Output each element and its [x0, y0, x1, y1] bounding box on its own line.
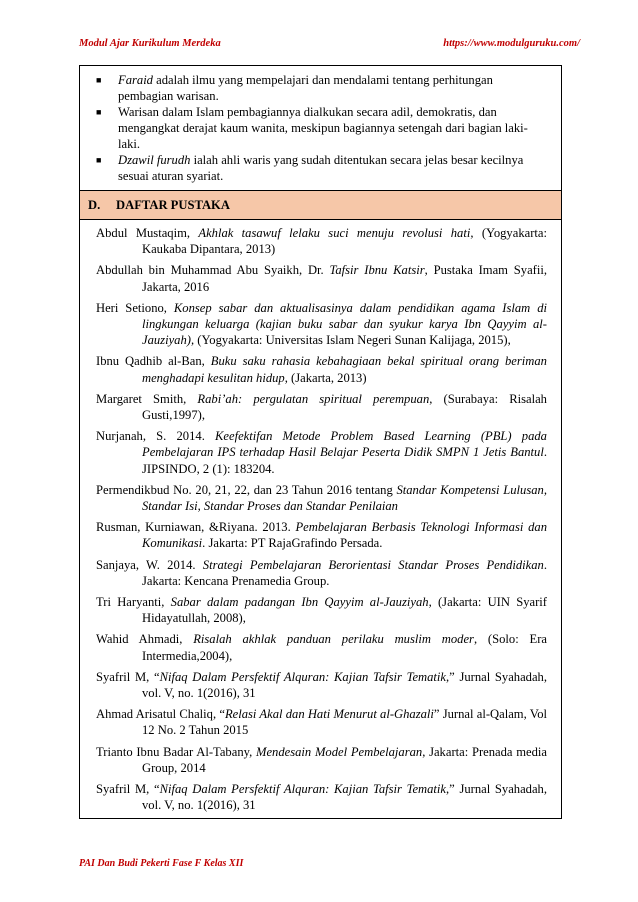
- reference-title: Keefektifan Metode Problem Based Learning (PBL) pada Pembelajaran IPS terhadap Hasil Belajar Peserta Didik SMPN 1 Jetis Bantul: [142, 429, 547, 460]
- reference-title: Buku saku rahasia kebahagiaan bekal spiritual orang beriman menghadapi kesulitan hidup: [142, 354, 547, 385]
- reference-author: Permendikbud No. 20, 21, 22, dan 23 Tahun 2016 tentang: [96, 482, 397, 497]
- section-letter: D.: [88, 197, 101, 212]
- bullet-text: adalah ilmu yang mempelajari dan mendalami tentang perhitungan pembagian warisan.: [118, 73, 493, 103]
- reference-entry: [96, 353, 547, 385]
- bullet-term: Faraid: [118, 73, 153, 87]
- reference-entry: [96, 631, 547, 663]
- reference-publication: (Jakarta: UIN Syarif Hidayatullah, 2008),: [142, 595, 547, 626]
- reference-author: Ibnu Qadhib al-Ban,: [96, 354, 211, 369]
- reference-list: [80, 220, 561, 819]
- reference-publication: (Yogyakarta: Universitas Islam Negeri Sunan Kalijaga, 2015),: [194, 333, 511, 348]
- reference-title: Tafsir Ibnu Katsir: [329, 263, 425, 278]
- reference-publication: . JIPSINDO, 2 (1): 183204.: [142, 445, 547, 476]
- section-heading: [80, 190, 561, 220]
- reference-publication: (Yogyakarta: Kaukaba Dipantara, 2013): [142, 226, 547, 257]
- reference-entry: [96, 706, 547, 738]
- content-frame: [79, 65, 562, 819]
- reference-title: Mendesain Model Pembelajaran: [255, 744, 423, 759]
- reference-entry: [96, 744, 547, 776]
- reference-publication: ,” Jurnal Syahadah, vol. V, no. 1(2016), 31: [142, 669, 547, 701]
- reference-publication: ,” Jurnal Syahadah, vol. V, no. 1(2016), 31: [142, 782, 547, 813]
- reference-entry: [96, 225, 547, 257]
- reference-author: Ahmad Arisatul Chaliq, “: [96, 707, 225, 722]
- reference-publication: . Jakarta: PT RajaGrafindo Persada.: [202, 536, 383, 551]
- header-title: Modul Ajar Kurikulum Merdeka: [79, 38, 221, 49]
- reference-author: Margaret Smith,: [96, 391, 198, 406]
- reference-author: Trianto Ibnu Badar Al-Tabany,: [96, 744, 256, 759]
- reference-title: Nifaq Dalam Persfektif Alquran: Kajian Tafsir Tematik: [159, 669, 447, 684]
- reference-entry: [96, 819, 547, 820]
- reference-author: Syafril M, “: [96, 669, 160, 684]
- reference-title: Rabi’ah: pergulatan spiritual perempuan: [197, 391, 430, 406]
- footer-text: PAI Dan Budi Pekerti Fase F Kelas XII: [79, 858, 244, 869]
- reference-author: Tri Haryanti,: [96, 595, 171, 610]
- reference-title: Risalah akhlak panduan perilaku muslim moder: [193, 632, 474, 647]
- reference-publication: , (Jakarta, 2013): [284, 370, 367, 385]
- reference-entry: [96, 300, 547, 349]
- reference-publication: , (Solo: Era Intermedia,2004),: [142, 632, 547, 663]
- reference-entry: [96, 557, 547, 589]
- reference-entry: [96, 428, 547, 477]
- reference-title: Sabar dalam padangan Ibn Qayyim al-Jauziyah,: [170, 595, 432, 610]
- reference-entry: [96, 262, 547, 294]
- reference-author: Heri Setiono,: [96, 300, 174, 315]
- square-bullet-icon: ■: [96, 155, 102, 165]
- reference-title: Konsep sabar dan aktualisasinya dalam pendidikan agama Islam di lingkungan keluarga (kajian buku sabar dan syukur karya Ibn Qayyim al-Jauziyah),: [142, 300, 547, 348]
- reference-author: Abdul Mustaqim,: [96, 226, 199, 240]
- section-title: DAFTAR PUSTAKA: [116, 197, 230, 212]
- reference-title: Pembelajaran Berbasis Teknologi Informasi dan Komunikasi: [142, 520, 547, 551]
- bullet-text: ialah ahli waris yang sudah ditentukan secara jelas besar kecilnya sesuai aturan syariat.: [118, 153, 524, 183]
- reference-title: Strategi Pembelajaran Berorientasi Standar Proses Pendidikan: [202, 557, 544, 572]
- reference-publication: , Pustaka Imam Syafii, Jakarta, 2016: [142, 263, 547, 294]
- reference-author: Rusman, Kurniawan, &Riyana. 2013.: [96, 520, 296, 535]
- reference-entry: [96, 482, 547, 514]
- reference-author: Abdullah bin Muhammad Abu Syaikh, Dr.: [96, 263, 330, 278]
- bullet-item: [96, 152, 539, 184]
- bullet-text: Warisan dalam Islam pembagiannya dialkukan secara adil, demokratis, dan mengangkat derajat kaum wanita, meskipun bagiannya setengah dari bagian laki-laki.: [118, 105, 528, 151]
- reference-title: Relasi Akal dan Hati Menurut al-Ghazali: [224, 707, 434, 722]
- reference-author: Syafril M, “: [96, 782, 160, 797]
- bullet-item: [96, 72, 539, 104]
- reference-publication: . Jakarta: Kencana Prenamedia Group.: [142, 557, 547, 588]
- header-link[interactable]: https://www.modulguruku.com/: [443, 38, 580, 49]
- reference-author: Nurjanah, S. 2014.: [96, 429, 216, 444]
- reference-publication: , (Surabaya: Risalah Gusti,1997),: [142, 391, 547, 423]
- reference-entry: [96, 594, 547, 626]
- reference-publication: , Jakarta: Prenada media Group, 2014: [142, 744, 548, 775]
- reference-entry: [96, 391, 547, 423]
- square-bullet-icon: ■: [96, 107, 102, 117]
- reference-author: Sanjaya, W. 2014.: [96, 557, 203, 572]
- square-bullet-icon: ■: [96, 75, 102, 85]
- reference-entry: [96, 781, 547, 813]
- reference-entry: [96, 519, 547, 551]
- summary-bullet-list: [80, 66, 561, 184]
- reference-title: Nifaq Dalam Persfektif Alquran: Kajian Tafsir Tematik: [159, 782, 447, 797]
- reference-author: Wahid Ahmadi,: [96, 632, 194, 647]
- reference-title: Akhlak tasawuf lelaku suci menuju revolusi hati,: [198, 226, 474, 240]
- bullet-item: [96, 104, 539, 152]
- reference-title: Standar Kompetensi Lulusan, Standar Isi, Standar Proses dan Standar Penilaian: [142, 482, 547, 514]
- bullet-term: Dzawil furudh: [118, 153, 191, 167]
- reference-entry: [96, 669, 547, 701]
- reference-publication: ” Jurnal al-Qalam, Vol 12 No. 2 Tahun 2015: [142, 707, 547, 738]
